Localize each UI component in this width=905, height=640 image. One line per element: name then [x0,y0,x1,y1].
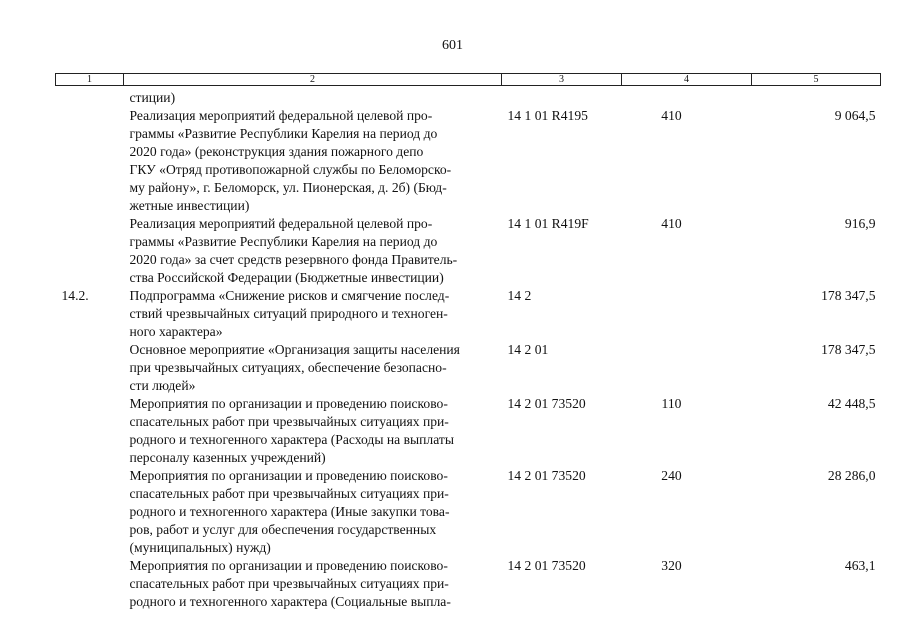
row-expense-type: 110 [661,396,682,411]
row-expense-type [622,287,752,341]
row-number [56,557,124,611]
row-amount: 178 347,5 [821,288,876,303]
row-description: Основное мероприятие «Организация защиты населения при чрезвычайных ситуациях, обеспечение безопасно- сти людей» [129,342,460,393]
table-row [56,467,881,557]
row-number [56,341,124,395]
row-code: 14 2 01 73520 [507,468,586,483]
row-code: 14 2 01 73520 [507,558,586,573]
row-expense-type: 240 [661,468,682,483]
header-col-5: 5 [752,74,881,86]
row-number [56,395,124,467]
row-description: Реализация мероприятий федеральной целевой про- граммы «Развитие Республики Карелия на период до 2020 года» за счет средств резервного фонда Правитель- ства Российской Федерации (Бюджетные инвестиции) [129,216,458,285]
table-row [56,86,881,108]
table-row [56,341,881,395]
table-row [56,287,881,341]
row-number: 14.2. [61,288,89,303]
row-amount: 178 347,5 [821,342,876,357]
header-col-1: 1 [56,74,124,86]
row-amount [752,86,881,108]
row-expense-type: 320 [661,558,682,573]
row-code: 14 2 01 73520 [507,396,586,411]
budget-table [55,73,881,611]
row-description: Мероприятия по организации и проведению поисково- спасательных работ при чрезвычайных ситуациях при- родного и техногенного характера (Социальные выпла- [129,558,451,609]
table-header [56,74,881,86]
row-description: Реализация мероприятий федеральной целевой про- граммы «Развитие Республики Карелия на период до 2020 года» (реконструкция здания пожарного депо ГКУ «Отряд противопожарной службы по Беломорско- му району», г. Беломорск, ул. Пионерская, д. 2б) (Бюд- жетные инвестиции) [129,108,452,213]
row-description: Подпрограмма «Снижение рисков и смягчение послед- ствий чрезвычайных ситуаций природного и техноген- ного характера» [129,288,450,339]
table-row [56,557,881,611]
row-code [502,86,622,108]
row-description: стиции) [129,90,176,105]
row-amount: 463,1 [844,558,876,573]
row-amount: 28 286,0 [827,468,876,483]
row-number [56,215,124,287]
row-description: Мероприятия по организации и проведению поисково- спасательных работ при чрезвычайных ситуациях при- родного и техногенного характера (Расходы на выплаты персоналу казенных учреждений) [129,396,454,465]
row-amount: 9 064,5 [834,108,876,123]
table-row [56,395,881,467]
table-body [56,86,881,612]
header-col-2: 2 [124,74,502,86]
table-row [56,107,881,215]
row-expense-type [622,341,752,395]
row-number [56,107,124,215]
row-number [56,467,124,557]
row-amount: 42 448,5 [827,396,876,411]
row-expense-type: 410 [661,216,682,231]
page-number: 601 [442,38,463,53]
row-code: 14 2 [507,288,532,303]
row-code: 14 2 01 [507,342,549,357]
header-row [56,74,881,86]
row-expense-type [622,86,752,108]
row-expense-type: 410 [661,108,682,123]
row-amount: 916,9 [844,216,876,231]
row-code: 14 1 01 R419F [507,216,589,231]
row-description: Мероприятия по организации и проведению поисково- спасательных работ при чрезвычайных ситуациях при- родного и техногенного характера (Иные закупки това- ров, работ и услуг для обеспечения государственных (муниципальных) нужд) [129,468,450,555]
header-col-4: 4 [622,74,752,86]
table-row [56,215,881,287]
row-number [56,86,124,108]
header-col-3: 3 [502,74,622,86]
row-code: 14 1 01 R4195 [507,108,588,123]
